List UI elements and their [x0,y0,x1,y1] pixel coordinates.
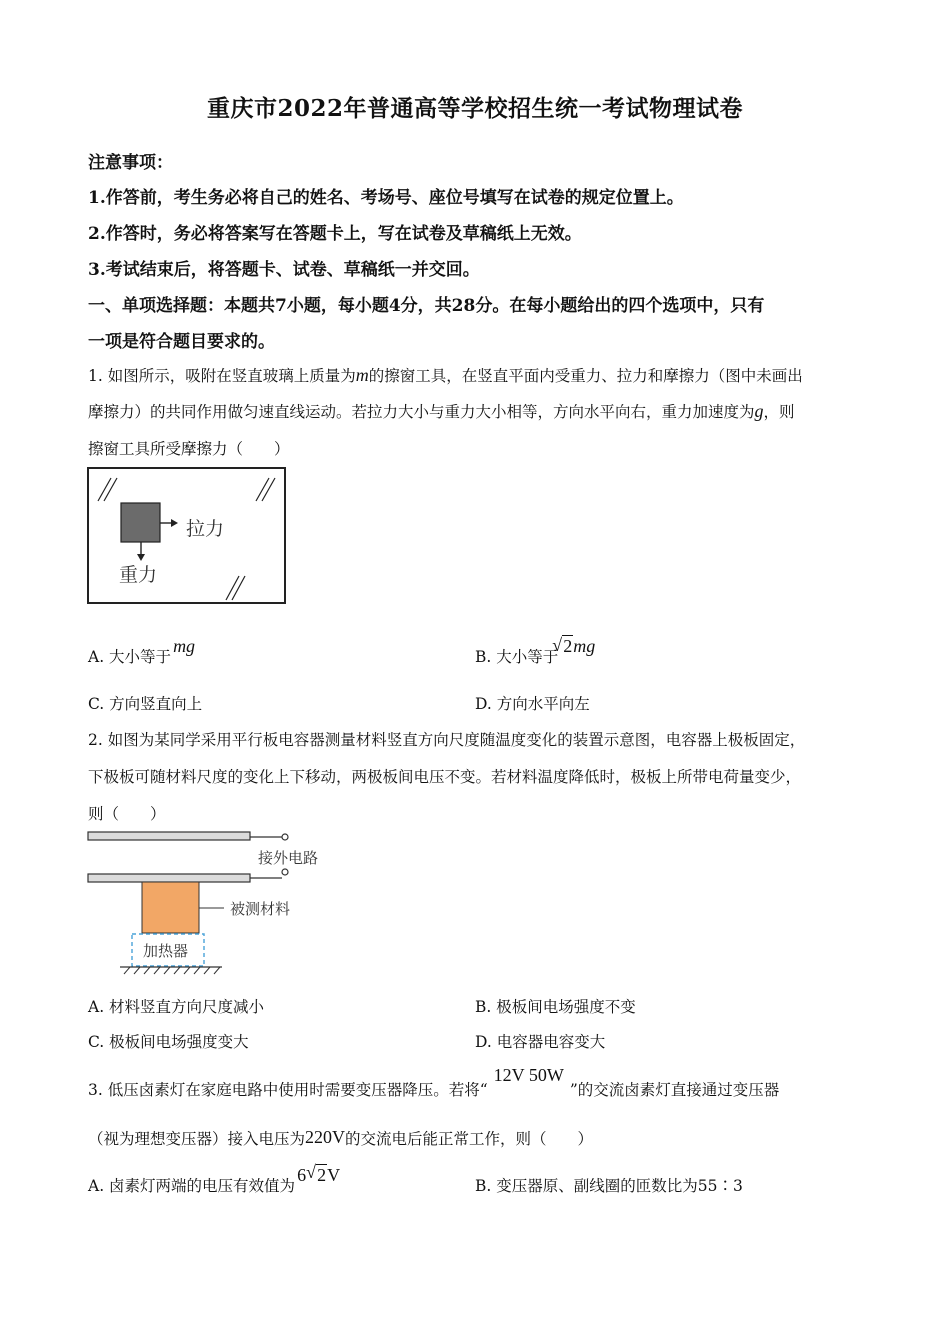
q1-stem-line2: 摩擦力）的共同作用做匀速直线运动。若拉力大小与重力大小相等，方向水平向右，重力加速度为g，则 [88,401,795,421]
q3-option-b: B. 变压器原、副线圈的匝数比为55∶3 [475,1177,743,1195]
sqrt-radicand: √ 2 [306,1162,327,1185]
sqrt-symbol: √ [552,635,563,655]
q3-stem-line2: （视为理想变压器）接入电压为220V的交流电后能正常工作，则（ ） [88,1127,594,1148]
q2-option-c: C. 极板间电场强度变大 [88,1033,249,1051]
circuit-label: 接外电路 [258,849,319,867]
q2-stem-line2: 下极板可随材料尺度的变化上下移动，两极板间电压不变。若材料温度降低时，极板上所带电荷量变少， [88,768,802,786]
supply-voltage: 220V [305,1127,346,1147]
upper-plate [88,832,250,840]
variable-g: g [754,401,764,421]
q1-option-b: B. 大小等于 √ 2mg [475,635,596,666]
pull-label: 拉力 [186,518,225,540]
q2-stem-line1: 2. 如图为某同学采用平行板电容器测量材料竖直方向尺度随温度变化的装置示意图，电容器上极板固定， [88,731,806,749]
upper-terminal [282,834,288,840]
glass-hatch-top-right [256,478,275,501]
q2-stem-line3: 则（ ） [88,805,166,823]
pull-arrowhead [171,519,178,527]
notice-item-3: 3.考试结束后，将答题卡、试卷、草稿纸一并交回。 [88,260,480,280]
q1-option-d: D. 方向水平向左 [475,695,590,713]
gravity-arrowhead [137,554,145,561]
glass-hatch-bottom [226,576,245,600]
page-title: 重庆市2022年普通高等学校招生统一考试物理试卷 [206,95,743,122]
q1-stem-line3: 擦窗工具所受摩擦力（ ） [88,440,290,458]
q1-option-c: C. 方向竖直向上 [88,695,203,713]
heater-label: 加热器 [143,942,189,960]
sqrt-radicand: √ 2 [552,635,573,656]
q3-option-a: A. 卤素灯两端的电压有效值为6 √ 2V [88,1162,341,1195]
variable-m: m [355,365,369,385]
q2-option-b: B. 极板间电场强度不变 [475,998,636,1016]
gravity-label: 重力 [119,564,158,586]
test-material [142,882,199,933]
glass-hatch-top-left [98,478,117,501]
section-heading-line1: 一、单项选择题：本题共7小题，每小题4分，共28分。在每小题给出的四个选项中，只有 [88,296,765,316]
q2-option-d: D. 电容器电容变大 [475,1033,606,1051]
notice-item-2: 2.作答时，务必将答案写在答题卡上，写在试卷及草稿纸上无效。 [88,224,582,244]
q2-figure [86,828,336,976]
q1-stem-line1: 1. 如图所示，吸附在竖直玻璃上质量为m的擦窗工具，在竖直平面内受重力、拉力和摩擦力（图中未画出 [88,365,803,385]
material-label: 被测材料 [230,900,291,918]
q2-option-a: A. 材料竖直方向尺度减小 [88,998,265,1016]
math-6sqrt2-v: 6 √ 2V [297,1162,341,1185]
section-heading-line2: 一项是符合题目要求的。 [88,332,275,352]
sqrt-symbol: √ [306,1162,316,1182]
q3-stem-line1: 3. 低压卤素灯在家庭电路中使用时需要变压器降压。若将“12V 50W”的交流卤素灯直接通过变压器 [88,1065,780,1099]
notice-heading: 注意事项： [88,153,173,173]
math-sqrt2-mg: √ 2mg [552,635,596,656]
ground-hatch [124,967,220,974]
q1-figure [86,466,288,606]
lamp-spec: 12V 50W [493,1065,564,1085]
notice-item-1: 1.作答前，考生务必将自己的姓名、考场号、座位号填写在试卷的规定位置上。 [88,188,684,208]
lower-terminal [282,869,288,875]
lower-plate [88,874,250,882]
window-cleaner-block [121,503,160,542]
q1-option-a: A. 大小等于mg [88,636,196,666]
math-mg: mg [173,636,196,656]
